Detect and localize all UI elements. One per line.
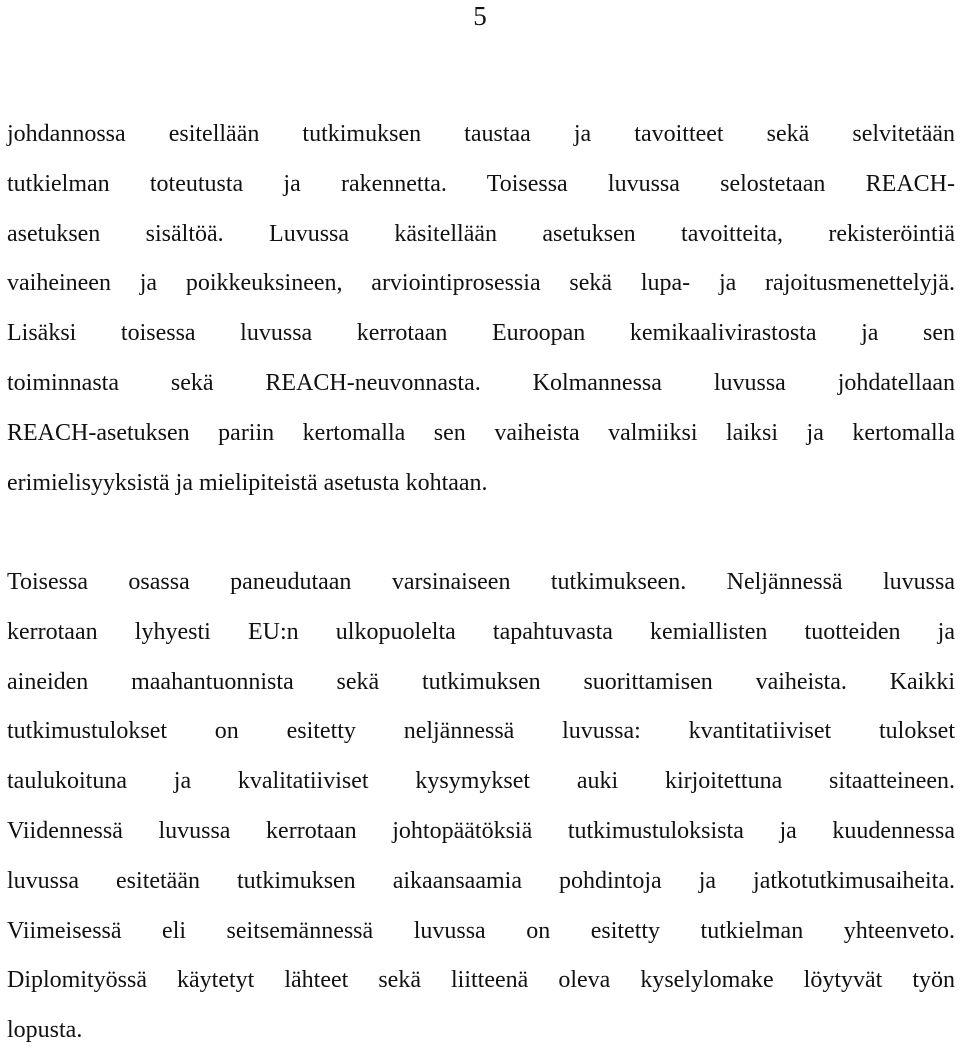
text-line: Diplomityössä käytetyt lähteet sekä liitteenä oleva kyselylomake löytyvät työn xyxy=(7,967,955,994)
text-line: aineiden maahantuonnista sekä tutkimuksen suorittamisen vaiheista. Kaikki xyxy=(7,668,955,695)
text-line: vaiheineen ja poikkeuksineen, arviointiprosessia sekä lupa- ja rajoitusmenettelyjä. xyxy=(7,270,955,297)
text-line: erimielisyyksistä ja mielipiteistä asetusta kohtaan. xyxy=(7,469,488,496)
text-line: johdannossa esitellään tutkimuksen taustaa ja tavoitteet sekä selvitetään xyxy=(7,121,955,147)
text-line: tutkielman toteutusta ja rakennetta. Toisessa luvussa selostetaan REACH- xyxy=(7,170,955,197)
page-number: 5 xyxy=(473,1,487,31)
text-line: taulukoituna ja kvalitatiiviset kysymykset auki kirjoitettuna sitaatteineen. xyxy=(7,768,955,795)
text-line: luvussa esitetään tutkimuksen aikaansaamia pohdintoja ja jatkotutkimusaiheita. xyxy=(7,867,955,894)
text-line: Toisessa osassa paneudutaan varsinaiseen tutkimukseen. Neljännessä luvussa xyxy=(7,569,955,595)
paragraph-1 xyxy=(7,110,955,508)
text-line: lopusta. xyxy=(7,1017,83,1044)
paragraph-2 xyxy=(7,558,955,1056)
text-line: REACH-asetuksen pariin kertomalla sen vaiheista valmiiksi laiksi ja kertomalla xyxy=(7,419,955,446)
text-line: Viimeisessä eli seitsemännessä luvussa on esitetty tutkielman yhteenveto. xyxy=(7,917,955,944)
text-line: Viidennessä luvussa kerrotaan johtopäätöksiä tutkimustuloksista ja kuudennessa xyxy=(7,817,955,844)
text-line: Lisäksi toisessa luvussa kerrotaan Euroopan kemikaalivirastosta ja sen xyxy=(7,320,955,347)
text-line: tutkimustulokset on esitetty neljännessä luvussa: kvantitatiiviset tulokset xyxy=(7,718,955,745)
text-line: asetuksen sisältöä. Luvussa käsitellään asetuksen tavoitteita, rekisteröintiä xyxy=(7,220,955,247)
text-line: kerrotaan lyhyesti EU:n ulkopuolelta tapahtuvasta kemiallisten tuotteiden ja xyxy=(7,618,955,645)
text-line: toiminnasta sekä REACH-neuvonnasta. Kolmannessa luvussa johdatellaan xyxy=(7,369,955,396)
